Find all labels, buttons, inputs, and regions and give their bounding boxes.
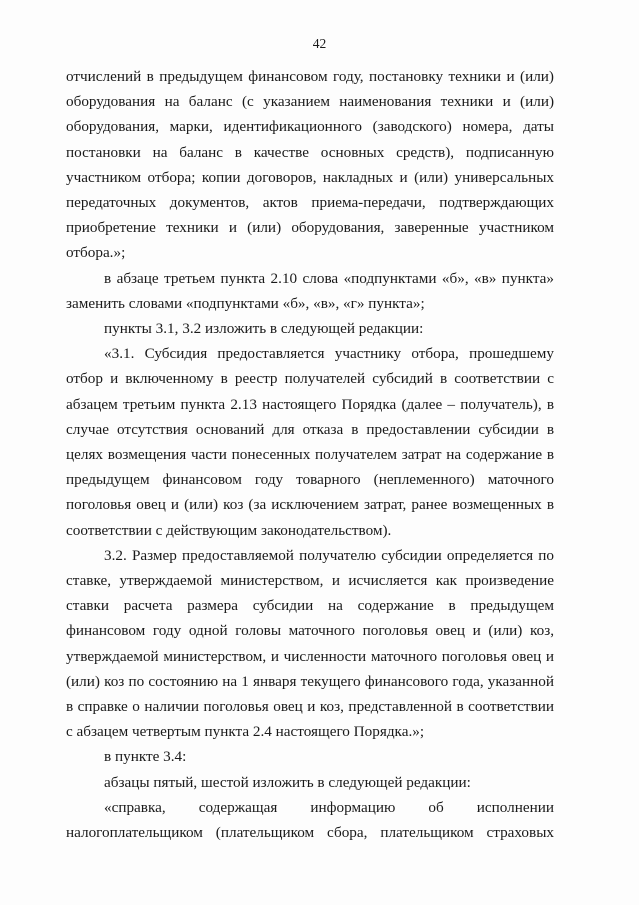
paragraph-continuation: отчислений в предыдущем финансовом году, постановку техники и (или) оборудования на баланс (с указанием наименования техники и (или) оборудования, марки, идентификационного (заводского) номера, даты постановки на баланс в качестве основных средств), подписанную участником отбора; копии договоров, накладных и (или) универсальных передаточных документов, актов приема-передачи, подтверждающих приобретение техники и (или) оборудования, заверенные участником отбора.»; [66,68,554,262]
paragraph-subitems-5-6: абзацы пятый, шестой изложить в следующей редакции: [104,773,471,791]
paragraph-item-3-4: в пункте 3.4: [104,748,187,766]
paragraph-certificate: «справка, содержащая информацию об исполнении налогоплательщиком (плательщиком сбора, плательщиком страховых [66,798,554,842]
document-body [66,64,554,845]
paragraph-3-1: «3.1. Субсидия предоставляется участнику отбора, прошедшему отбор и включенному в реестр получателей субсидий в соответствии с абзацем третьим пункта 2.13 настоящего Порядка (далее – получатель), в случае отсутствия оснований для отказа в предоставлении субсидии в целях возмещения части понесенных получателем затрат на содержание в предыдущем финансовом году товарного (неплеменного) маточного поголовья овец и (или) коз (за исключением затрат, ранее возмещенных в соответствии с действующим законодательством). [66,345,554,539]
paragraph-items-3-1-3-2: пункты 3.1, 3.2 изложить в следующей редакции: [104,320,424,338]
paragraph-3-2: 3.2. Размер предоставляемой получателю субсидии определяется по ставке, утверждаемой министерством, и исчисляется как произведение ставки расчета размера субсидии на содержание в предыдущем финансовом году одной головы маточного поголовья овец и (или) коз, утверждаемой министерством, и численности маточного поголовья овец и (или) коз по состоянию на 1 января текущего финансового года, указанной в справке о наличии поголовья овец и коз, представленной в соответствии с абзацем четвертым пункта 2.4 настоящего Порядка.»; [66,546,554,741]
paragraph-amendment-2-10: в абзаце третьем пункта 2.10 слова «подпунктами «б», «в» пункта» заменить словами «подпунктами «б», «в», «г» пункта»; [66,269,554,312]
page-number: 42 [312,36,327,51]
